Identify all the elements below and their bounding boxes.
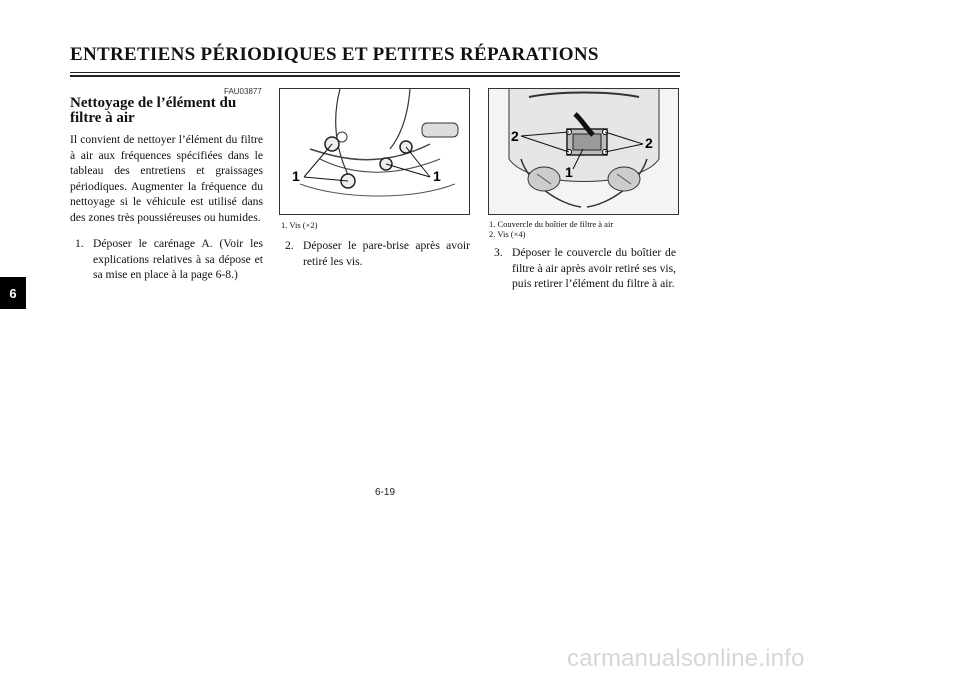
header-rule-thin [70,72,680,73]
step-number: 3. [494,246,503,259]
callout-cover: 1 [565,164,573,180]
caption-line: 1. Couvercle du boîtier de filtre à air [489,219,614,229]
step-1 [75,236,263,283]
figure1-caption [281,220,317,230]
windshield-illustration [280,89,469,214]
site-watermark: carmanualsonline.info [567,645,805,672]
step-2 [285,238,470,269]
step-text: Déposer le couvercle du boîtier de filtre à air après avoir retiré ses vis, puis retirer l’élément du filtre à air. [512,246,676,291]
callout-screws-right: 2 [645,135,653,151]
page-number: 6-19 [374,487,395,498]
reference-code: FAU03877 [224,87,262,96]
figure-windshield-screws [279,88,470,215]
step-number: 1. [75,237,84,250]
step-3 [494,245,676,292]
section-title [70,96,270,126]
caption-line: 1. Vis (×2) [281,220,318,230]
chapter-tab: 6 [0,277,26,309]
step-number: 2. [285,239,294,252]
figure2-caption [489,219,613,239]
callout-screws-left: 2 [511,128,519,144]
figure-air-filter-cover [488,88,679,215]
step-text: Déposer le pare-brise après avoir retiré les vis. [303,239,470,268]
section-title-line2: filtre à air [70,110,135,126]
header-rule-thick [70,75,680,77]
air-filter-illustration [489,89,678,214]
caption-line: 2. Vis (×4) [489,229,526,239]
page-header-title: ENTRETIENS PÉRIODIQUES ET PETITES RÉPARATIONS [70,44,599,65]
step-text: Déposer le carénage A. (Voir les explications relatives à sa dépose et sa mise en place à la page 6-8.) [93,237,263,282]
callout-screw-left: 1 [292,168,300,184]
section-body: Il convient de nettoyer l’élément du filtre à air aux fréquences spécifiées dans le tableau des entretiens et graissages périodiques. Augmenter la fréquence du nettoyage si le véhicule est utilisé dans des zones très poussiéreuses ou humides. [70,133,263,224]
section-title-line1: Nettoyage de l’élément du [70,95,237,111]
callout-screw-right: 1 [433,168,441,184]
